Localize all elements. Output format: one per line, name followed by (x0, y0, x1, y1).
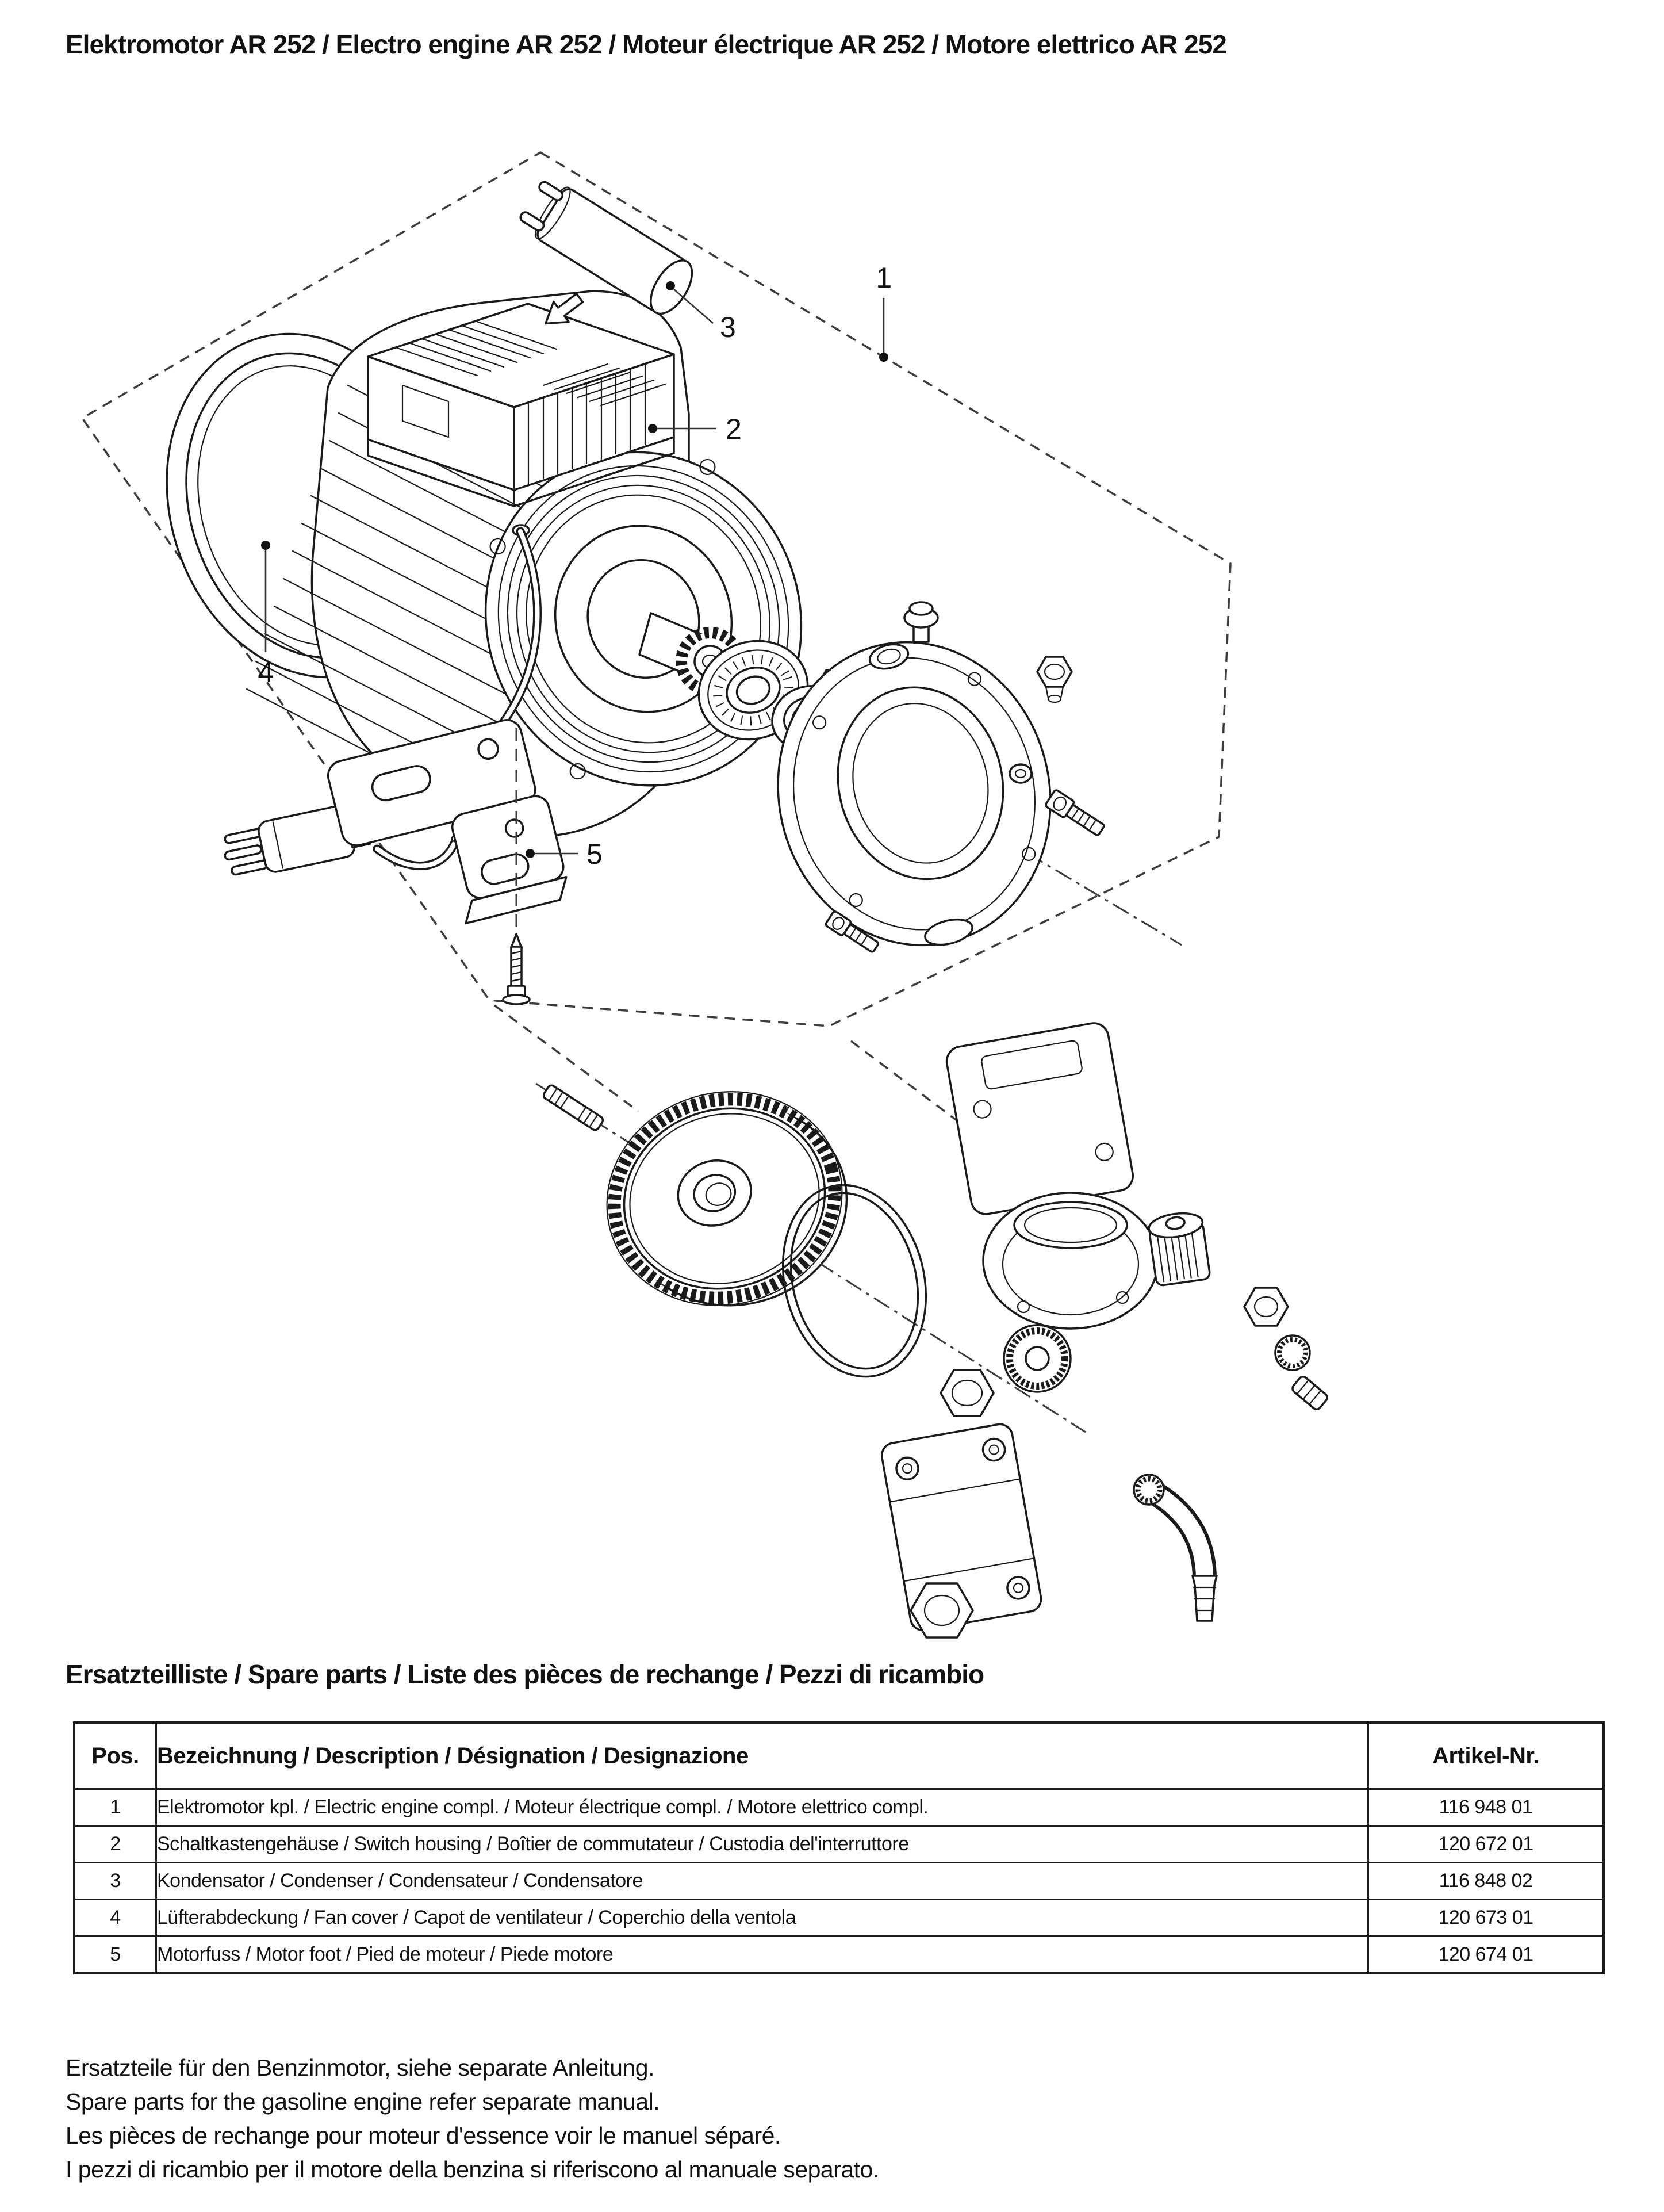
cell-article-number: 120 674 01 (1368, 1937, 1604, 1974)
cell-description: Kondensator / Condenser / Condensateur / Condensatore (156, 1863, 1368, 1900)
callout-4-label: 4 (258, 656, 274, 688)
cell-pos: 3 (74, 1863, 156, 1900)
cell-pos: 1 (74, 1789, 156, 1826)
pump-knob-right (1147, 1210, 1210, 1286)
cell-article-number: 116 948 01 (1368, 1789, 1604, 1826)
callout-3 (666, 281, 735, 343)
callout-1 (876, 262, 891, 362)
cell-description: Schaltkastengehäuse / Switch housing / Boîtier de commutateur / Custodia del'interruttore (156, 1826, 1368, 1863)
spare-parts-table (73, 1721, 1605, 1974)
pump-elbow-hose (1134, 1475, 1217, 1621)
callout-3-label: 3 (720, 311, 736, 343)
table-row (74, 1863, 1604, 1900)
cell-article-number: 120 672 01 (1368, 1826, 1604, 1863)
cell-description: Elektromotor kpl. / Electric engine compl. / Moteur électrique compl. / Motore elettrico compl. (156, 1789, 1368, 1826)
cell-article-number: 116 848 02 (1368, 1863, 1604, 1900)
foot-screw (503, 934, 530, 1004)
parts-list-heading: Ersatzteilliste / Spare parts / Liste des pièces de rechange / Pezzi di ricambio (66, 1659, 984, 1689)
hex-plug (1037, 657, 1072, 702)
cell-pos: 2 (74, 1826, 156, 1863)
header-pos: Pos. (74, 1723, 156, 1789)
cell-description: Motorfuss / Motor foot / Pied de moteur / Piede motore (156, 1937, 1368, 1974)
socket-bolt-right (1045, 789, 1106, 839)
pump-assembly (880, 1021, 1329, 1637)
pump-hex-port (941, 1370, 994, 1416)
table-header-row (74, 1723, 1604, 1789)
footer-note: Ersatzteile für den Benzinmotor, siehe separate Anleitung. (66, 2054, 654, 2081)
table-row (74, 1789, 1604, 1826)
exploded-view-diagram (57, 115, 1610, 1656)
cell-description: Lüfterabdeckung / Fan cover / Capot de ventilateur / Coperchio della ventola (156, 1900, 1368, 1937)
table-row (74, 1900, 1604, 1937)
table-row (74, 1937, 1604, 1974)
pump-side-fittings (1244, 1288, 1329, 1411)
washer (1010, 764, 1032, 783)
table-row (74, 1826, 1604, 1863)
cell-article-number: 120 673 01 (1368, 1900, 1604, 1937)
footer-note: Les pièces de rechange pour moteur d'essence voir le manuel séparé. (66, 2122, 781, 2149)
header-description: Bezeichnung / Description / Désignation / Designazione (156, 1723, 1368, 1789)
footer-note: Spare parts for the gasoline engine refer separate manual. (66, 2088, 660, 2115)
gear-wheel (581, 1064, 871, 1333)
callout-1-label: 1 (876, 262, 892, 294)
cell-pos: 5 (74, 1937, 156, 1974)
threaded-stud (542, 1084, 604, 1132)
pump-knob-left (1004, 1325, 1071, 1392)
footer-notes (66, 2051, 879, 2187)
page-title: Elektromotor AR 252 / Electro engine AR 252 / Moteur électrique AR 252 / Motore elettrico AR 252 (66, 29, 1226, 59)
footer-note: I pezzi di ricambio per il motore della benzina si riferiscono al manuale separato. (66, 2156, 879, 2183)
callout-2-label: 2 (726, 413, 742, 445)
header-article-number: Artikel-Nr. (1368, 1723, 1604, 1789)
callout-5-label: 5 (586, 838, 603, 870)
cell-pos: 4 (74, 1900, 156, 1937)
vent-plug (904, 602, 938, 642)
